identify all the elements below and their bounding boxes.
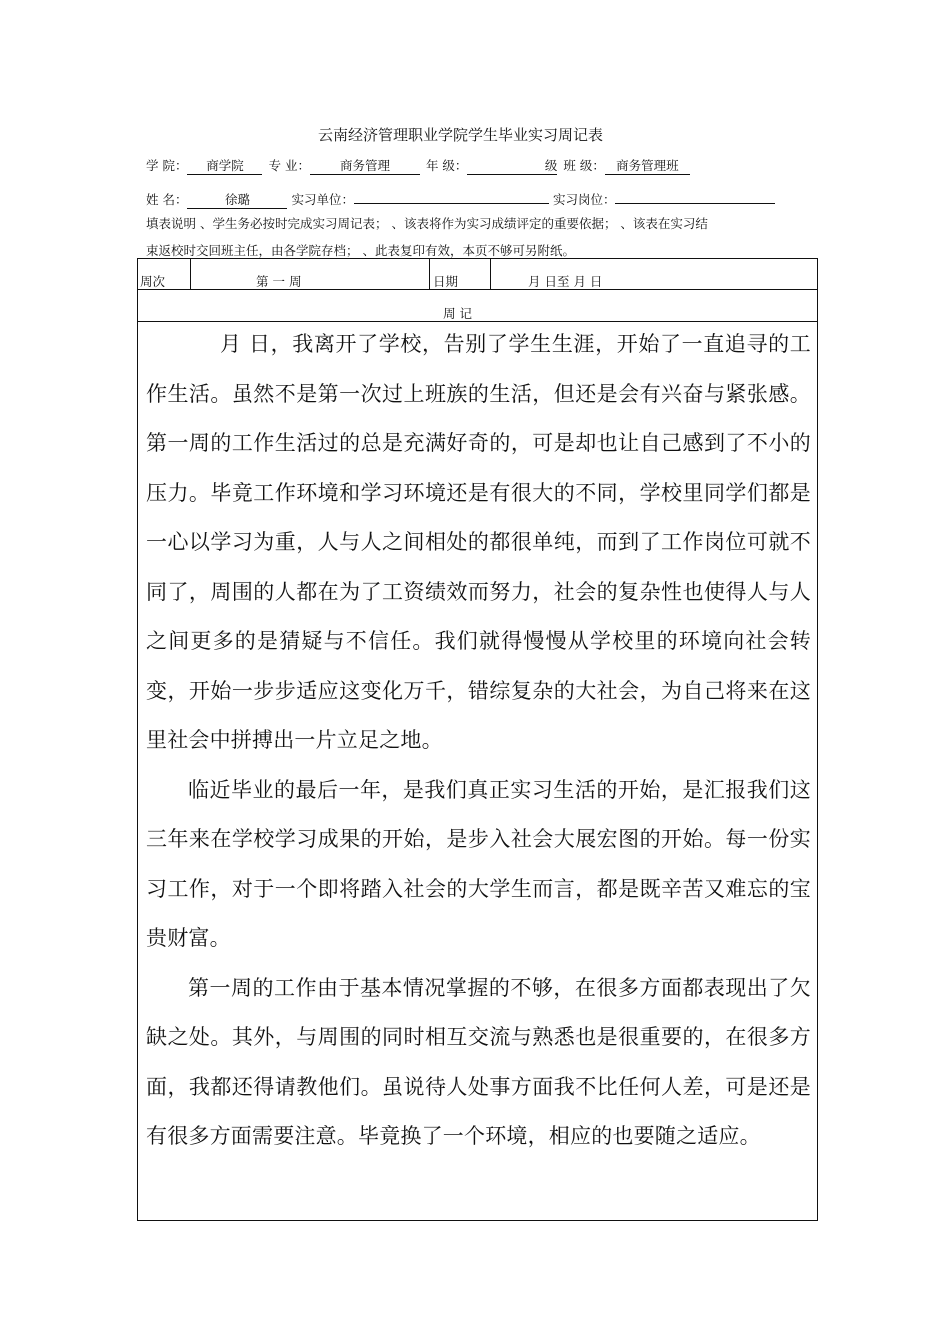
table-divider <box>429 259 430 289</box>
instructions-line-1: 填表说明 、学生务必按时完成实习周记表； 、该表将作为实习成绩评定的重要依据； 、该表在实习结 <box>146 216 708 231</box>
class-value: 商务管理班 <box>605 158 690 175</box>
name-label: 姓 名： <box>146 192 188 207</box>
major-label: 专 业： <box>268 158 310 173</box>
journal-body <box>146 320 811 1162</box>
unit-value <box>354 187 549 204</box>
date-label: 日期 <box>433 274 459 289</box>
post-label: 实习岗位： <box>552 192 616 207</box>
document-title: 云南经济管理职业学院学生毕业实习周记表 <box>318 126 604 144</box>
table-divider <box>190 259 191 289</box>
journal-paragraph: 临近毕业的最后一年，是我们真正实习生活的开始，是汇报我们这三年来在学校学习成果的开始，是步入社会大展宏图的开始。每一份实习工作，对于一个即将踏入社会的大学生而言，都是既辛苦又难忘的宝贵财富。 <box>146 777 811 950</box>
grade-label: 年 级： <box>425 158 468 173</box>
date-value: 月 日至 月 日 <box>528 274 603 289</box>
journal-paragraph: 月 日，我离开了学校，告别了学生生涯，开始了一直追寻的工作生活。虽然不是第一次过上班族的生活，但还是会有兴奋与紧张感。第一周的工作生活过的总是充满好奇的，可是却也让自己感到了不小的压力。毕竟工作环境和学习环境还是有很大的不同，学校里同学们都是一心以学习为重，人与人之间相处的都很单纯，而到了工作岗位可就不同了，周围的人都在为了工资绩效而努力，社会的复杂性也使得人与人之间更多的是猜疑与不信任。我们就得慢慢从学校里的环境向社会转变，开始一步步适应这变化万千，错综复杂的大社会，为自己将来在这里社会中拼搏出一片立足之地。 <box>146 332 811 752</box>
info-row-2 <box>146 187 775 209</box>
section-title: 周 记 <box>443 306 472 321</box>
table-divider <box>490 259 491 289</box>
week-label: 周次 <box>140 274 166 289</box>
table-divider <box>138 289 817 290</box>
instructions-line-2: 束返校时交回班主任，由各学院存档； 、此表复印有效，本页不够可另附纸。 <box>146 243 575 258</box>
class-label: 班 级： <box>563 158 605 173</box>
college-label: 学 院： <box>146 158 188 173</box>
name-value: 徐璐 <box>187 192 287 209</box>
journal-paragraph: 第一周的工作由于基本情况掌握的不够，在很多方面都表现出了欠缺之处。其外，与周围的同时相互交流与熟悉也是很重要的，在很多方面，我都还得请教他们。虽说待人处事方面我不比任何人差，可是还是有很多方面需要注意。毕竟换了一个环境，相应的也要随之适应。 <box>146 975 811 1148</box>
week-value: 第 一 周 <box>256 274 302 289</box>
post-value <box>615 187 775 204</box>
grade-value: 级 <box>467 158 557 175</box>
unit-label: 实习单位： <box>291 192 354 207</box>
major-value: 商务管理 <box>310 158 420 175</box>
info-row-1 <box>146 158 690 175</box>
college-value: 商学院 <box>187 158 262 175</box>
